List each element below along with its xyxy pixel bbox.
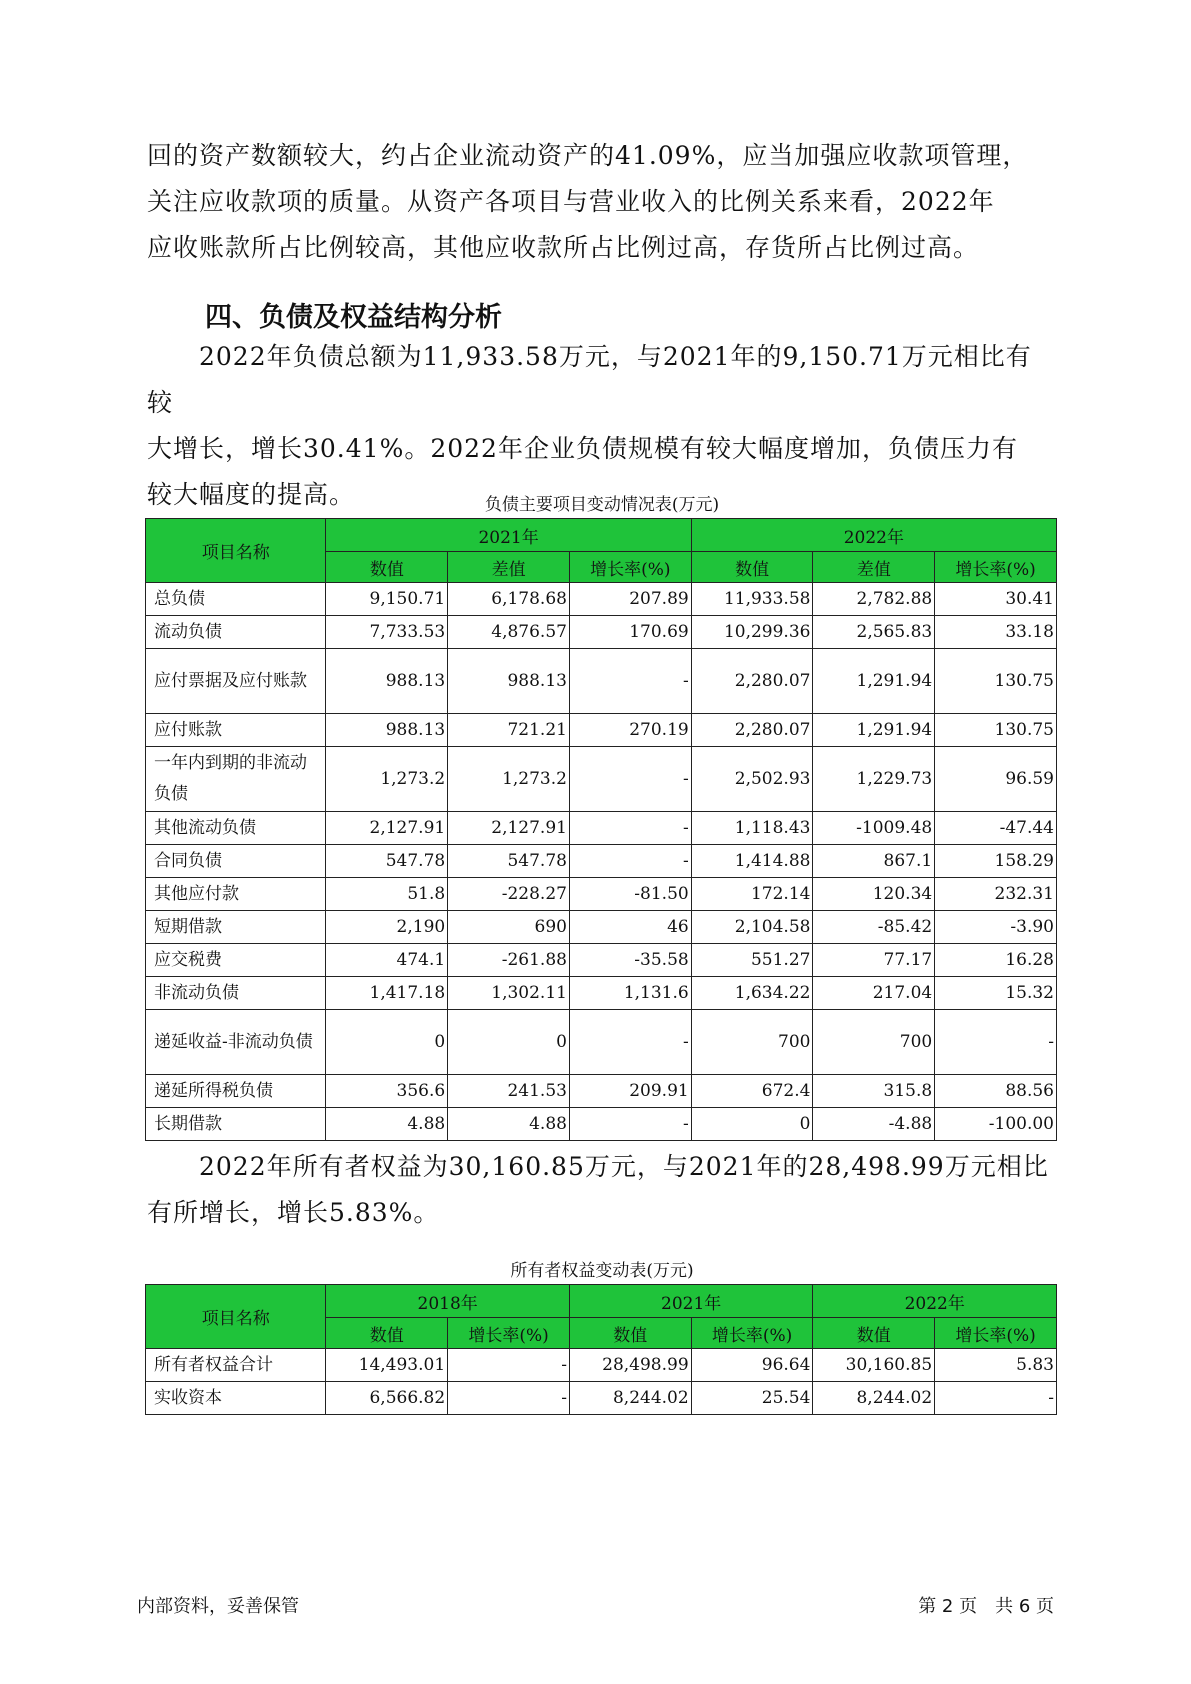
footer-left: 内部资料，妥善保管: [137, 1596, 299, 1617]
year-header: 2022年: [813, 1285, 1057, 1318]
row-label: 长期借款: [146, 1108, 326, 1141]
table-cell: 8,244.02: [813, 1382, 935, 1415]
table-row: [146, 878, 1057, 911]
equity-line: 2022年所有者权益为30,160.85万元，与2021年的28,498.99万元相比: [147, 1152, 1049, 1181]
table-cell: 1,634.22: [691, 977, 813, 1010]
row-label: 递延收益-非流动负债: [146, 1010, 326, 1075]
table-cell: 988.13: [326, 714, 448, 747]
sub-header: 数值: [691, 552, 813, 583]
table-cell: 6,566.82: [326, 1382, 448, 1415]
table-cell: 1,291.94: [813, 714, 935, 747]
table-cell: 1,291.94: [813, 649, 935, 714]
table-row: [146, 714, 1057, 747]
sub-header: 增长率(%): [691, 1318, 813, 1349]
liability-line: 2022年负债总额为11,933.58万元，与2021年的9,150.71万元相比有较: [147, 342, 1032, 417]
table-cell: 33.18: [935, 616, 1057, 649]
table-cell: 547.78: [326, 845, 448, 878]
table-cell: -: [448, 1349, 570, 1382]
table-cell: 158.29: [935, 845, 1057, 878]
table-cell: -: [569, 1010, 691, 1075]
table-row: [146, 1010, 1057, 1075]
table-row: [146, 812, 1057, 845]
footer-page-number: 第 2 页 共 6 页: [918, 1596, 1054, 1617]
table-row: [146, 977, 1057, 1010]
equity-line: 有所增长，增长5.83%。: [147, 1198, 440, 1227]
table-cell: 9,150.71: [326, 583, 448, 616]
table-cell: 88.56: [935, 1075, 1057, 1108]
table-cell: 46: [569, 911, 691, 944]
table-row: [146, 1075, 1057, 1108]
table-cell: 700: [813, 1010, 935, 1075]
table-cell: 120.34: [813, 878, 935, 911]
table-cell: 0: [448, 1010, 570, 1075]
row-label: 其他流动负债: [146, 812, 326, 845]
table-row: [146, 616, 1057, 649]
table-cell: 2,565.83: [813, 616, 935, 649]
intro-line: 关注应收款项的质量。从资产各项目与营业收入的比例关系来看，2022年: [147, 187, 995, 216]
table-cell: 10,299.36: [691, 616, 813, 649]
row-label: 非流动负债: [146, 977, 326, 1010]
equity-paragraph: [147, 1144, 1057, 1236]
table-cell: -: [569, 747, 691, 812]
table-cell: 2,104.58: [691, 911, 813, 944]
table-row: [146, 845, 1057, 878]
table-cell: 15.32: [935, 977, 1057, 1010]
table-cell: 988.13: [326, 649, 448, 714]
table-cell: -35.58: [569, 944, 691, 977]
row-label: 实收资本: [146, 1382, 326, 1415]
sub-header: 差值: [448, 552, 570, 583]
table-cell: 672.4: [691, 1075, 813, 1108]
table-cell: 2,280.07: [691, 714, 813, 747]
sub-header: 差值: [813, 552, 935, 583]
table-cell: 25.54: [691, 1382, 813, 1415]
table-row: [146, 649, 1057, 714]
table-cell: 551.27: [691, 944, 813, 977]
table-row: [146, 1108, 1057, 1141]
table-cell: -: [935, 1010, 1057, 1075]
table-cell: 867.1: [813, 845, 935, 878]
table-cell: 1,414.88: [691, 845, 813, 878]
table-cell: 7,733.53: [326, 616, 448, 649]
table-cell: -261.88: [448, 944, 570, 977]
table-cell: 170.69: [569, 616, 691, 649]
sub-header: 数值: [569, 1318, 691, 1349]
table-cell: 8,244.02: [569, 1382, 691, 1415]
table-cell: 96.64: [691, 1349, 813, 1382]
name-header: 项目名称: [146, 1285, 326, 1349]
table-row: [146, 1382, 1057, 1415]
table-cell: -3.90: [935, 911, 1057, 944]
year-header: 2022年: [691, 519, 1056, 552]
table-cell: -: [569, 1108, 691, 1141]
table-cell: 172.14: [691, 878, 813, 911]
table-row: [146, 911, 1057, 944]
table-cell: -: [569, 649, 691, 714]
table-cell: 0: [691, 1108, 813, 1141]
table-cell: 28,498.99: [569, 1349, 691, 1382]
table-cell: 2,190: [326, 911, 448, 944]
table-cell: 2,127.91: [326, 812, 448, 845]
row-label: 流动负债: [146, 616, 326, 649]
table-cell: -47.44: [935, 812, 1057, 845]
table-cell: 1,229.73: [813, 747, 935, 812]
year-header: 2021年: [326, 519, 691, 552]
intro-line: 回的资产数额较大，约占企业流动资产的41.09%，应当加强应收款项管理，: [147, 141, 1029, 170]
table-cell: -4.88: [813, 1108, 935, 1141]
table-cell: -228.27: [448, 878, 570, 911]
table-cell: 77.17: [813, 944, 935, 977]
table-row: [146, 1349, 1057, 1382]
table-cell: 30.41: [935, 583, 1057, 616]
row-label: 其他应付款: [146, 878, 326, 911]
table-cell: 11,933.58: [691, 583, 813, 616]
table-cell: 1,131.6: [569, 977, 691, 1010]
table-cell: 2,127.91: [448, 812, 570, 845]
table-cell: 16.28: [935, 944, 1057, 977]
year-header: 2018年: [326, 1285, 570, 1318]
table-cell: 690: [448, 911, 570, 944]
table-cell: -85.42: [813, 911, 935, 944]
sub-header: 数值: [326, 1318, 448, 1349]
row-label: 一年内到期的非流动负债: [146, 747, 326, 812]
table-cell: 1,302.11: [448, 977, 570, 1010]
table-cell: 2,782.88: [813, 583, 935, 616]
table-row: [146, 747, 1057, 812]
table-cell: 130.75: [935, 714, 1057, 747]
equity-table: [145, 1284, 1057, 1415]
table-cell: 4,876.57: [448, 616, 570, 649]
year-header: 2021年: [569, 1285, 813, 1318]
row-label: 递延所得税负债: [146, 1075, 326, 1108]
sub-header: 增长率(%): [935, 1318, 1057, 1349]
table-cell: 2,502.93: [691, 747, 813, 812]
table-cell: 356.6: [326, 1075, 448, 1108]
table-cell: 988.13: [448, 649, 570, 714]
table-cell: 5.83: [935, 1349, 1057, 1382]
row-label: 所有者权益合计: [146, 1349, 326, 1382]
row-label: 应交税费: [146, 944, 326, 977]
name-header: 项目名称: [146, 519, 326, 583]
table-cell: 1,273.2: [326, 747, 448, 812]
table-cell: -: [935, 1382, 1057, 1415]
table-cell: 51.8: [326, 878, 448, 911]
table-cell: 4.88: [326, 1108, 448, 1141]
table-cell: 700: [691, 1010, 813, 1075]
table-cell: 209.91: [569, 1075, 691, 1108]
liability-line: 较大幅度的提高。: [147, 480, 356, 509]
sub-header: 增长率(%): [935, 552, 1057, 583]
table-cell: -1009.48: [813, 812, 935, 845]
table-cell: 474.1: [326, 944, 448, 977]
table-cell: 1,273.2: [448, 747, 570, 812]
table-cell: -: [569, 812, 691, 845]
table-cell: -: [448, 1382, 570, 1415]
table-cell: 30,160.85: [813, 1349, 935, 1382]
table-row: [146, 583, 1057, 616]
table-cell: -81.50: [569, 878, 691, 911]
table-cell: 14,493.01: [326, 1349, 448, 1382]
liability-table-caption: 负债主要项目变动情况表(万元): [484, 495, 720, 515]
table-cell: 232.31: [935, 878, 1057, 911]
liability-table: [145, 518, 1057, 1141]
sub-header: 数值: [326, 552, 448, 583]
table-cell: 2,280.07: [691, 649, 813, 714]
row-label: 应付票据及应付账款: [146, 649, 326, 714]
row-label: 合同负债: [146, 845, 326, 878]
table-cell: 6,178.68: [448, 583, 570, 616]
table-cell: 721.21: [448, 714, 570, 747]
table-cell: 96.59: [935, 747, 1057, 812]
table-row: [146, 944, 1057, 977]
intro-line: 应收账款所占比例较高，其他应收款所占比例过高，存货所占比例过高。: [147, 233, 980, 262]
table-cell: 0: [326, 1010, 448, 1075]
table-cell: 4.88: [448, 1108, 570, 1141]
table-cell: 270.19: [569, 714, 691, 747]
table-cell: -100.00: [935, 1108, 1057, 1141]
row-label: 短期借款: [146, 911, 326, 944]
sub-header: 数值: [813, 1318, 935, 1349]
table-cell: 1,417.18: [326, 977, 448, 1010]
intro-paragraph: [147, 133, 1057, 271]
sub-header: 增长率(%): [448, 1318, 570, 1349]
table-cell: 217.04: [813, 977, 935, 1010]
table-cell: 241.53: [448, 1075, 570, 1108]
row-label: 应付账款: [146, 714, 326, 747]
liability-line: 大增长，增长30.41%。2022年企业负债规模有较大幅度增加，负债压力有: [147, 434, 1018, 463]
table-cell: 547.78: [448, 845, 570, 878]
section-heading: 四、负债及权益结构分析: [205, 302, 502, 333]
sub-header: 增长率(%): [569, 552, 691, 583]
table-cell: 207.89: [569, 583, 691, 616]
row-label: 总负债: [146, 583, 326, 616]
table-cell: 1,118.43: [691, 812, 813, 845]
table-cell: 130.75: [935, 649, 1057, 714]
equity-table-caption: 所有者权益变动表(万元): [510, 1261, 694, 1281]
table-cell: 315.8: [813, 1075, 935, 1108]
table-cell: -: [569, 845, 691, 878]
